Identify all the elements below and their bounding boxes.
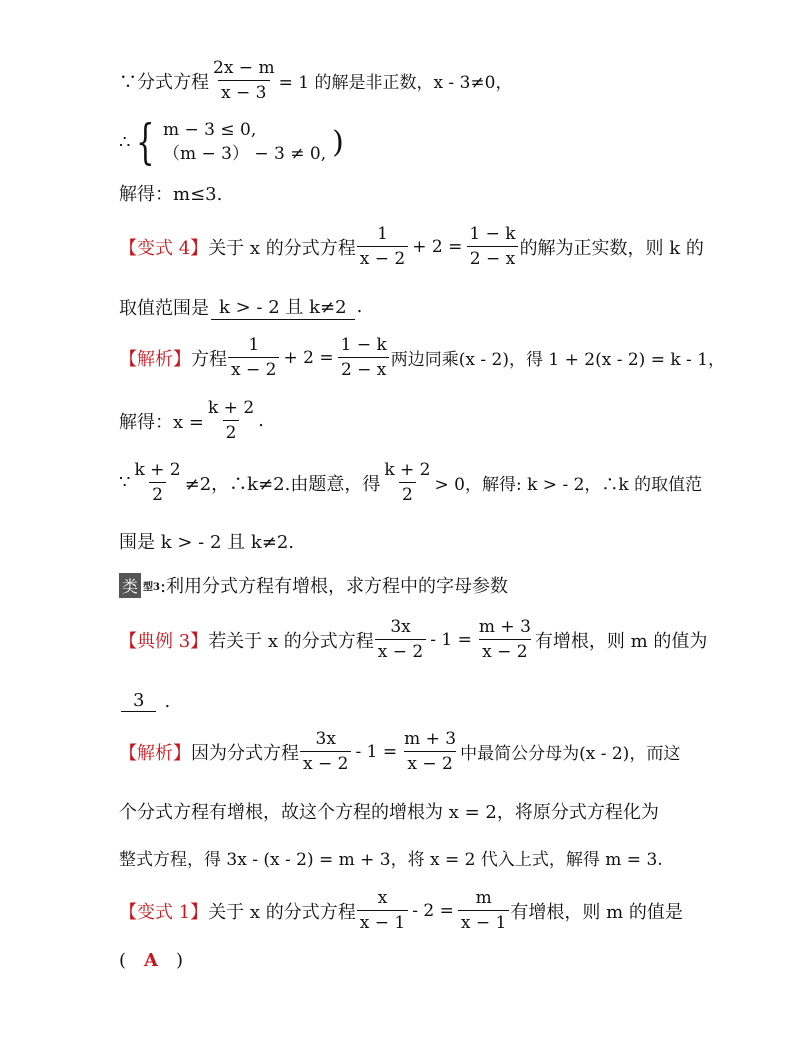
text: = 1 的解是非正数，x - 3≠0， bbox=[278, 73, 513, 93]
answer-blank: k > - 2 且 k≠2 bbox=[211, 293, 355, 320]
inequality-system: m − 3 ≤ 0, （m − 3） − 3 ≠ 0, bbox=[163, 120, 327, 164]
analysis-1-line-4: 围是 k > - 2 且 k≠2. bbox=[119, 532, 295, 553]
example-3-answer-line: 3 . bbox=[119, 690, 170, 712]
variant-label: 【变式 4】 bbox=[119, 237, 209, 259]
variant-label: 【变式 1】 bbox=[119, 901, 209, 923]
answer-blank: 3 bbox=[121, 690, 156, 712]
fraction: $\frac{3x}{x - 2}$ bbox=[375, 617, 426, 662]
fraction: $\frac{k + 2}{2}$ bbox=[384, 460, 431, 505]
fraction: $\frac{m + 3}{x - 2}$ bbox=[404, 729, 457, 774]
therefore-symbol: ∴ bbox=[119, 131, 131, 153]
fraction: $\frac{1}{x - 2}$ bbox=[357, 224, 408, 269]
fraction: $\frac{x}{x - 1}$ bbox=[357, 888, 408, 933]
fraction: $\frac{2x - m}{x - 3}$ bbox=[213, 58, 275, 103]
line-condition bbox=[119, 58, 512, 103]
analysis-1-line-3: ∵ $\frac{k + 2}{2}$ ≠2，∴k≠2.由题意，得 $\frac{k + 2}{2}$ > 0，解得: k > - 2，∴k 的取值范 bbox=[119, 460, 703, 505]
variant-1-answer-line: ( A ) bbox=[119, 950, 184, 971]
analysis-2-line-3: 整式方程，得 3x - (x - 2) = m + 3，将 x = 2 代入上式，解得 m = 3. bbox=[119, 850, 663, 870]
example-3-question: 【典例 3】 若关于 x 的分式方程 $\frac{3x}{x - 2}$ - 1 = $\frac{m + 3}{x - 2}$ 有增根，则 m 的值为 bbox=[119, 617, 708, 662]
analysis-1-line-1: 【解析】 方程 $\frac{1}{x - 2}$ + 2 = $\frac{1 - k}{2 - x}$ 两边同乘(x - 2)，得 1 + 2(x - 2) = k - 1， bbox=[119, 335, 726, 380]
type-3-heading: 类 型3 :利用分式方程有增根，求方程中的字母参数 bbox=[119, 572, 508, 598]
fraction: $\frac{k + 2}{2}$ bbox=[207, 398, 255, 443]
analysis-2-line-1: 【解析】 因为分式方程 $\frac{3x}{x - 2}$ - 1 = $\frac{m + 3}{x - 2}$ 中最简公分母为(x - 2)，而这 bbox=[119, 729, 681, 774]
fraction: $\frac{1 - k}{2 - x}$ bbox=[338, 335, 390, 380]
analysis-label: 【解析】 bbox=[119, 742, 191, 764]
answer-choice: A bbox=[144, 950, 158, 971]
fraction: $\frac{1}{x - 2}$ bbox=[228, 335, 279, 380]
fraction: $\frac{1 - k}{2 - x}$ bbox=[466, 224, 518, 269]
line-result: 解得：m≤3. bbox=[119, 184, 223, 205]
variant-4-question: 【变式 4】 关于 x 的分式方程 $\frac{1}{x - 2}$ + 2 = $\frac{1 - k}{2 - x}$ 的解为正实数，则 k 的 bbox=[119, 224, 704, 269]
analysis-label: 【解析】 bbox=[119, 348, 191, 370]
line-system bbox=[119, 114, 344, 170]
fraction: $\frac{3x}{x - 2}$ bbox=[300, 729, 351, 774]
fraction: $\frac{k + 2}{2}$ bbox=[134, 460, 181, 505]
example-label: 【典例 3】 bbox=[119, 630, 209, 652]
analysis-2-line-2: 个分式方程有增根，故这个方程的增根为 x = 2，将原分式方程化为 bbox=[119, 802, 659, 823]
variant-4-answer-line: 取值范围是 k > - 2 且 k≠2 . bbox=[119, 293, 362, 320]
left-brace-icon: { bbox=[136, 114, 155, 170]
closing-paren: ) bbox=[332, 124, 344, 160]
fraction: $\frac{m}{x - 1}$ bbox=[458, 888, 509, 933]
analysis-1-line-2: 解得：x = $\frac{k + 2}{2}$ . bbox=[119, 398, 264, 443]
fraction: $\frac{m + 3}{x - 2}$ bbox=[478, 617, 531, 662]
text: ∵分式方程 bbox=[119, 71, 209, 93]
type-tag: 类 bbox=[119, 573, 141, 598]
variant-1-question: 【变式 1】 关于 x 的分式方程 $\frac{x}{x - 1}$ - 2 = $\frac{m}{x - 1}$ 有增根，则 m 的值是 bbox=[119, 888, 683, 933]
